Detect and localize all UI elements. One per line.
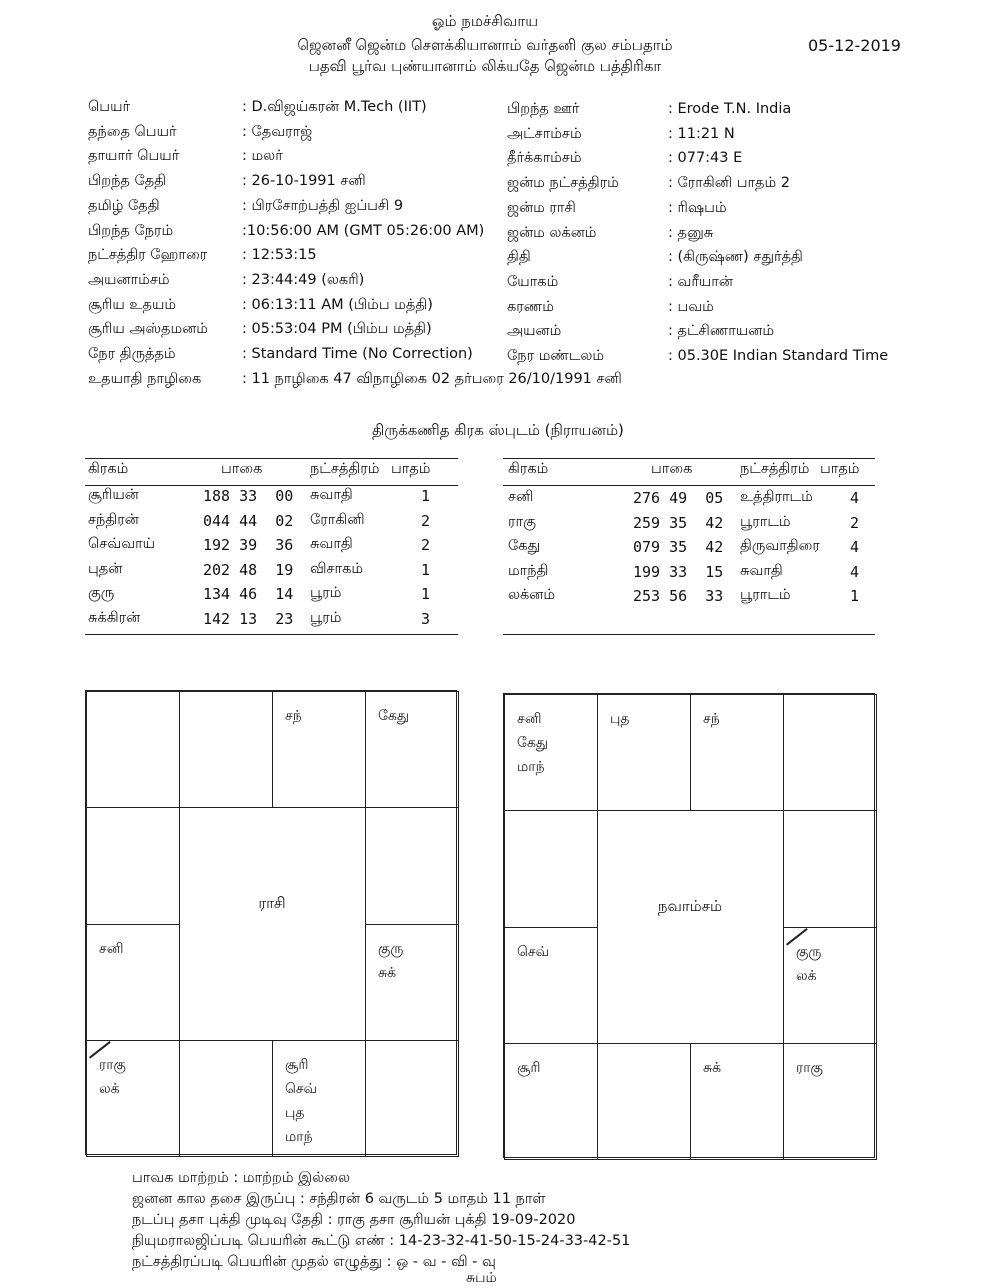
planet-name: செவ்வாய் xyxy=(88,536,156,553)
detail-value: : 11:21 N xyxy=(668,125,735,142)
detail-label: தந்தை பெயர் xyxy=(88,123,177,140)
planet-degree: 259 35 42 xyxy=(633,513,724,532)
planet-abbrev: மாந் xyxy=(517,759,545,775)
chart-house xyxy=(783,694,877,811)
detail-label: அயனம் xyxy=(507,323,562,340)
house-row xyxy=(99,937,179,961)
planet-name: மாந்தி xyxy=(508,562,549,579)
detail-value: : ரோகினி பாதம் 2 xyxy=(668,175,791,192)
footer-line: நியுமராலஜிப்படி பெயரின் கூட்டு எண் : 14-23-32-41-50-15-24-33-42-51 xyxy=(132,1233,631,1249)
planet-name: லக்னம் xyxy=(508,587,556,604)
chart-house xyxy=(86,691,180,808)
planet-padam: 3 xyxy=(421,610,431,628)
planet-padam: 4 xyxy=(850,562,860,581)
detail-label: தாயார் பெயர் xyxy=(88,148,180,165)
detail-value: : தனுசு xyxy=(668,224,714,241)
planet-padam: 2 xyxy=(421,536,431,555)
chart-title: ராசி xyxy=(258,894,286,913)
house-row xyxy=(703,1056,783,1080)
planet-name: சந்திரன் xyxy=(88,511,139,528)
detail-label: திதி xyxy=(507,249,531,266)
planet-abbrev: கேது xyxy=(378,708,410,724)
print-date: 05-12-2019 xyxy=(808,36,901,55)
detail-label: தமிழ் தேதி xyxy=(88,197,160,214)
planet-name: சூரியன் xyxy=(88,487,139,503)
planet-nakshatra: திருவாதிரை xyxy=(740,538,820,555)
planet-degree: 202 48 19 xyxy=(203,560,294,579)
table-header: பாதம் xyxy=(820,461,860,477)
table-header: கிரகம் xyxy=(508,461,549,477)
rasi-chart xyxy=(85,690,457,1155)
planet-abbrev: சுக் xyxy=(703,1059,722,1076)
planet-padam: 4 xyxy=(850,538,860,557)
detail-label: பெயர் xyxy=(88,99,131,115)
planet-padam: 1 xyxy=(850,587,860,606)
detail-value: : தட்சிணாயனம் xyxy=(668,323,775,340)
detail-label: ஜன்ம ராசி xyxy=(507,199,576,216)
planet-abbrev: சூரி xyxy=(285,1056,309,1073)
planet-nakshatra: ரோகினி xyxy=(310,511,365,528)
sloka-line-2: பதவி பூர்வ புண்யானாம் லிக்யதே ஜென்ம பத்திரிகா xyxy=(308,57,662,75)
chart-house xyxy=(365,691,459,808)
house-row xyxy=(285,1101,365,1149)
detail-value: : Erode T.N. India xyxy=(668,101,792,117)
planet-nakshatra: பூரம் xyxy=(310,585,342,602)
table-header: கிரகம் xyxy=(88,461,129,477)
planet-degree: 192 39 36 xyxy=(203,536,294,555)
detail-value: : 12:53:15 xyxy=(242,247,317,264)
planet-abbrev: புத xyxy=(610,711,630,727)
detail-value: : ரிஷபம் xyxy=(668,199,727,216)
chart-house xyxy=(365,1040,459,1157)
planet-padam: 2 xyxy=(850,513,860,532)
planet-degree: 199 33 15 xyxy=(633,562,724,581)
planet-nakshatra: சுவாதி xyxy=(310,536,353,553)
chart-house xyxy=(504,927,598,1044)
planet-abbrev: சூரி xyxy=(517,1059,541,1076)
planet-name: குரு xyxy=(88,585,115,602)
detail-label: பிறந்த ஊர் xyxy=(507,101,580,117)
planet-degree: 134 46 14 xyxy=(203,585,294,604)
planet-degree: 142 13 23 xyxy=(203,610,294,628)
chart-house xyxy=(179,691,273,808)
planet-name: சுக்கிரன் xyxy=(88,610,141,626)
detail-label: நேர மண்டலம் xyxy=(507,348,605,364)
detail-label: ஜன்ம லக்னம் xyxy=(507,224,597,241)
chart-house xyxy=(365,807,459,924)
detail-label: தீர்க்காம்சம் xyxy=(507,150,582,167)
detail-value: : 26-10-1991 சனி xyxy=(242,173,366,190)
detail-value: : 23:44:49 (லகரி) xyxy=(242,271,365,288)
planet-abbrev: மாந் xyxy=(285,1128,313,1145)
navamsa-chart xyxy=(503,693,875,1158)
detail-label: பிறந்த தேதி xyxy=(88,173,167,190)
planet-degree: 188 33 00 xyxy=(203,487,294,505)
planet-name: கேது xyxy=(508,538,541,555)
planet-abbrev: சந் xyxy=(285,708,302,724)
planet-abbrev: லக் xyxy=(796,967,817,984)
table-rule xyxy=(85,458,458,459)
house-row xyxy=(796,1056,876,1080)
house-row xyxy=(703,707,783,731)
footer-line: நட்சத்திரப்படி பெயரின் முதல் எழுத்து : ஒ - வ - வி - வு xyxy=(132,1254,496,1270)
chart-house xyxy=(690,1043,784,1160)
planet-degree: 276 49 05 xyxy=(633,489,724,507)
house-row xyxy=(378,937,458,985)
chart-house xyxy=(783,810,877,927)
house-row xyxy=(517,755,597,779)
planet-abbrev: புத xyxy=(285,1104,305,1121)
house-row xyxy=(796,940,876,988)
planet-abbrev: கேது xyxy=(517,735,549,751)
detail-value: : D.விஜய்கரன் M.Tech (IIT) xyxy=(242,99,427,115)
detail-label: அயனாம்சம் xyxy=(88,271,170,288)
planet-padam: 2 xyxy=(421,511,431,530)
chart-house xyxy=(690,694,784,811)
detail-label: சூரிய உதயம் xyxy=(88,296,177,313)
chart-house xyxy=(86,807,180,924)
detail-label: நட்சத்திர ஹோரை xyxy=(88,247,208,264)
table-header: நட்சத்திரம் xyxy=(740,461,810,477)
closing-text: சுபம் xyxy=(466,1270,497,1286)
planet-abbrev: குரு xyxy=(796,943,822,960)
chart-house xyxy=(504,810,598,927)
detail-value: : பிரசோற்பத்தி ஐப்பசி 9 xyxy=(242,197,404,214)
table-header: பாகை xyxy=(651,461,693,477)
planet-nakshatra: உத்திராடம் xyxy=(740,489,813,505)
chart-house xyxy=(365,924,459,1041)
detail-label: பிறந்த நேரம் xyxy=(88,222,174,239)
planet-table-title: திருக்கணித கிரக ஸ்புடம் (நிராயனம்) xyxy=(372,421,624,439)
planet-name: ராகு xyxy=(508,513,536,530)
sloka-line-1: ஜெனனீ ஜென்ம சௌக்கியானாம் வர்தனி குல சம்பதாம் xyxy=(297,36,673,54)
planet-abbrev: குரு xyxy=(378,940,404,957)
planet-name: சனி xyxy=(508,489,534,505)
planet-nakshatra: பூரம் xyxy=(310,610,342,626)
footer-line: நடப்பு தசா புக்தி முடிவு தேதி : ராகு தசா சூரியன் புக்தி 19-09-2020 xyxy=(132,1212,576,1228)
chart-house xyxy=(597,694,691,811)
table-header: நட்சத்திரம் xyxy=(310,461,380,477)
detail-label: ஜன்ம நட்சத்திரம் xyxy=(507,175,619,192)
chart-title: நவாம்சம் xyxy=(657,897,723,916)
planet-abbrev: சனி xyxy=(517,711,542,727)
planet-name: புதன் xyxy=(88,560,123,577)
table-header: பாகை xyxy=(221,461,263,477)
detail-value: : 077:43 E xyxy=(668,150,743,167)
chart-house xyxy=(272,1040,366,1157)
planet-degree: 044 44 02 xyxy=(203,511,294,530)
detail-value: : தேவராஜ் xyxy=(242,123,313,140)
detail-value: : Standard Time (No Correction) xyxy=(242,346,473,362)
detail-value: : (கிருஷ்ண) சதுர்த்தி xyxy=(668,249,803,266)
detail-value: :10:56:00 AM (GMT 05:26:00 AM) xyxy=(242,222,485,239)
chart-house xyxy=(179,1040,273,1157)
planet-padam: 1 xyxy=(421,560,431,579)
table-header: பாதம் xyxy=(391,461,431,477)
house-row xyxy=(99,1053,179,1101)
house-row xyxy=(285,1053,365,1101)
detail-value: : 05:53:04 PM (பிம்ப மத்தி) xyxy=(242,321,432,338)
chart-house xyxy=(597,1043,691,1160)
house-row xyxy=(517,1056,597,1080)
chart-house xyxy=(272,691,366,808)
footer-line: ஜனன கால தசை இருப்பு : சந்திரன் 6 வருடம் 5 மாதம் 11 நாள் xyxy=(132,1191,546,1207)
planet-abbrev: சந் xyxy=(703,711,720,727)
planet-abbrev: செவ் xyxy=(517,943,550,960)
planet-degree: 079 35 42 xyxy=(633,538,724,557)
chart-house xyxy=(504,694,598,811)
planet-nakshatra: பூராடம் xyxy=(740,513,791,530)
planet-nakshatra: விசாகம் xyxy=(310,560,364,577)
house-row xyxy=(285,704,365,728)
detail-label: யோகம் xyxy=(507,273,559,290)
house-row xyxy=(517,940,597,964)
planet-padam: 1 xyxy=(421,585,431,604)
chart-house xyxy=(86,924,180,1041)
house-row xyxy=(517,707,597,755)
planet-abbrev: ராகு xyxy=(99,1056,126,1073)
planet-abbrev: செவ் xyxy=(285,1080,318,1097)
detail-value: : பவம் xyxy=(668,298,714,315)
chart-house xyxy=(783,927,877,1044)
chart-house xyxy=(783,1043,877,1160)
planet-abbrev: சனி xyxy=(99,940,124,957)
detail-value: : 11 நாழிகை 47 விநாழிகை 02 தர்பரை 26/10/1991 சனி xyxy=(242,370,622,387)
detail-value: : 06:13:11 AM (பிம்ப மத்தி) xyxy=(242,296,433,313)
table-rule xyxy=(503,458,875,459)
detail-label: உதயாதி நாழிகை xyxy=(88,370,202,387)
house-row xyxy=(610,707,690,731)
detail-value: : 05.30E Indian Standard Time xyxy=(668,348,889,364)
table-rule xyxy=(503,634,875,635)
table-rule xyxy=(503,485,875,486)
planet-padam: 1 xyxy=(421,487,431,505)
chart-house xyxy=(86,1040,180,1157)
detail-label: அட்சாம்சம் xyxy=(507,125,582,142)
planet-padam: 4 xyxy=(850,489,860,507)
detail-label: கரணம் xyxy=(507,298,554,315)
planet-nakshatra: பூராடம் xyxy=(740,587,791,604)
invocation: ஓம் நமச்சிவாய xyxy=(431,12,539,30)
planet-abbrev: சுக் xyxy=(378,964,397,981)
table-rule xyxy=(85,485,458,486)
detail-label: நேர திருத்தம் xyxy=(88,346,176,362)
house-row xyxy=(378,704,458,728)
table-rule xyxy=(85,634,458,635)
chart-house xyxy=(504,1043,598,1160)
detail-value: : வரீயான் xyxy=(668,273,733,290)
planet-nakshatra: சுவாதி xyxy=(740,562,783,579)
planet-abbrev: லக் xyxy=(99,1080,120,1097)
planet-nakshatra: சுவாதி xyxy=(310,487,353,503)
detail-value: : மலர் xyxy=(242,148,283,165)
detail-label: சூரிய அஸ்தமனம் xyxy=(88,321,208,338)
footer-line: பாவக மாற்றம் : மாற்றம் இல்லை xyxy=(132,1170,351,1186)
planet-degree: 253 56 33 xyxy=(633,587,724,606)
planet-abbrev: ராகு xyxy=(796,1059,823,1076)
